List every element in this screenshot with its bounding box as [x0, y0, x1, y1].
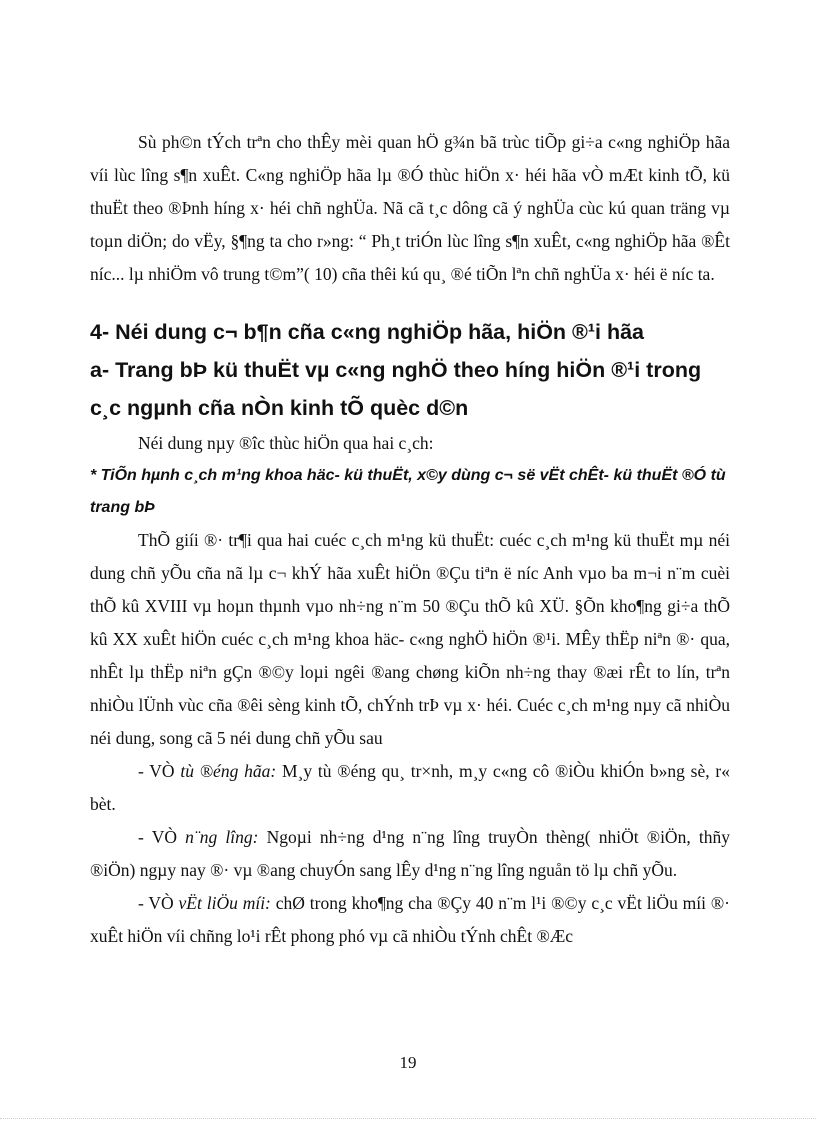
list-item-prefix: - VÒ	[138, 761, 181, 781]
page-number: 19	[399, 1053, 417, 1072]
section-heading-sub: a- Trang bÞ kü thuËt vµ c«ng nghÖ theo híng hiÖn ®¹i trong c¸c ngµnh cña nÒn kinh tÕ quèc d©n	[90, 358, 702, 420]
list-item-automation	[90, 755, 730, 821]
section-heading-main: 4- Néi dung c¬ b¶n cña c«ng nghiÖp hãa, hiÖn ®¹i hãa	[90, 320, 645, 344]
list-item-term: tù ®éng hãa:	[180, 761, 277, 781]
page-bottom-divider	[0, 1118, 816, 1119]
list-item-prefix: - VÒ	[138, 827, 186, 847]
list-item-prefix: - VÒ	[138, 893, 179, 913]
list-item-term: n¨ng lîng:	[185, 827, 259, 847]
list-item-text: chØ trong kho¶ng cha ®Çy 40 n¨m l¹i ®©y c¸c vËt liÖu míi ®· xuÊt hiÖn víi chñng lo¹i rÊt phong phó vµ cã nhiÒu tÝnh chÊt ®Æc	[90, 893, 731, 946]
paragraph-method: Néi dung nµy ®îc thùc hiÖn qua hai c¸ch:	[138, 433, 434, 453]
paragraph-intro: Sù ph©n tÝch trªn cho thÊy mèi quan hÖ g¾n bã trùc tiÕp gi÷a c«ng nghiÖp hãa víi lùc lîng s¶n xuÊt. C«ng nghiÖp hãa lµ ®Ó thùc hiÖn x· héi hãa vÒ mÆt kinh tÕ, kü thuËt theo ®Þnh híng x· héi chñ nghÜa. Nã cã t¸c dông cã ý nghÜa cùc kú quan träng vµ toµn diÖn; do vËy, §¶ng ta cho r»ng: “ Ph¸t triÓn lùc lîng s¶n xuÊt, c«ng nghiÖp hãa ®Êt níc... lµ nhiÖm vô trung t©m”( 10) cña thêi kú qu¸ ®é tiÕn lªn chñ nghÜa x· héi ë níc ta.	[90, 132, 730, 284]
list-item-materials	[90, 887, 730, 953]
bold-italic-heading: * TiÕn hµnh c¸ch m¹ng khoa häc- kü thuËt, x©y dùng c¬ së vËt chÊt- kü thuËt ®Ó tù trang bÞ	[90, 467, 726, 516]
page-body	[90, 126, 730, 953]
list-item-text: M¸y tù ®éng qu¸ tr×nh, m¸y c«ng cô ®iÒu khiÓn b»ng sè, r« bèt.	[90, 761, 730, 814]
list-item-energy	[90, 821, 730, 887]
paragraph-revolutions: ThÕ giíi ®· tr¶i qua hai cuéc c¸ch m¹ng kü thuËt: cuéc c¸ch m¹ng kü thuËt mµ néi dung chñ yÕu cña nã lµ c¬ khÝ hãa xuÊt hiÖn ®Çu tiªn ë níc Anh vµo ba m¬i n¨m cuèi thÕ kû XVIII vµ hoµn thµnh vµo nh÷ng n¨m 50 ®Çu thÕ kû XÜ. §Õn kho¶ng gi÷a thÕ kû XX xuÊt hiÖn cuéc c¸ch m¹ng khoa häc- c«ng nghÖ hiÖn ®¹i. MÊy thËp niªn ®· qua, nhÊt lµ thËp niªn gÇn ®©y loµi ngêi ®ang chøng kiÕn nh÷ng thay ®æi rÊt to lín, trªn nhiÒu lÜnh vùc cña ®êi sèng kinh tÕ, chÝnh trÞ vµ x· héi. Cuéc c¸ch m¹ng nµy cã nhiÒu néi dung, song cã 5 néi dung chñ yÕu sau	[90, 530, 730, 748]
list-item-text: Ngoµi nh÷ng d¹ng n¨ng lîng truyÒn thèng( nhiÖt ®iÖn, thñy ®iÖn) ngµy nay ®· vµ ®ang chuyÓn sang lÊy d¹ng n¨ng lîng nguån tö lµ chñ yÕu.	[90, 827, 730, 880]
list-item-term: vËt liÖu míi:	[178, 893, 271, 913]
